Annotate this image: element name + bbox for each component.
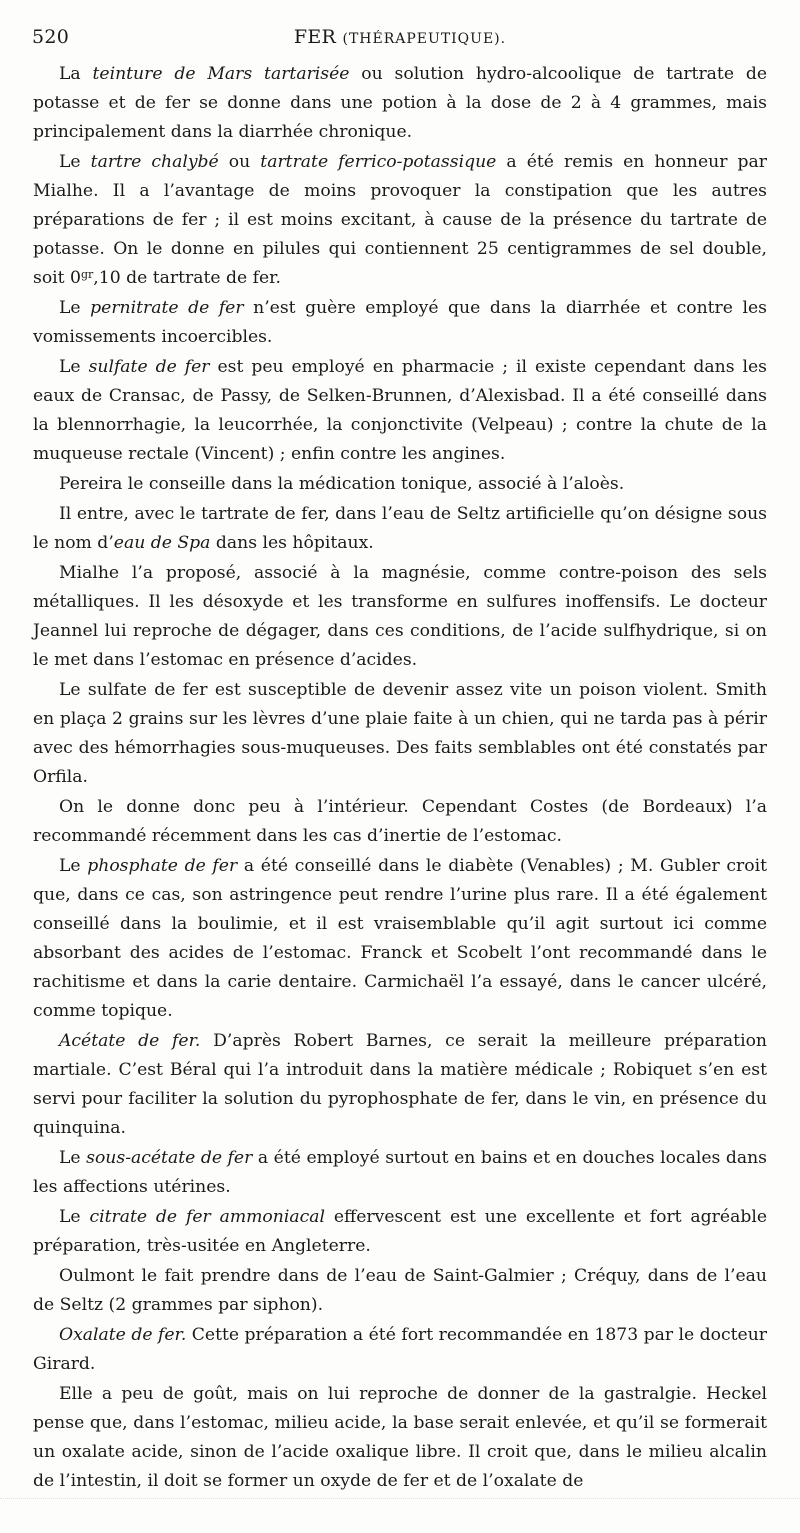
paragraph: [33, 294, 767, 352]
unit-superscript: gr: [80, 268, 94, 281]
paragraph: [33, 1262, 767, 1320]
italic-term: eau de Spa: [113, 533, 211, 553]
text-run: Oulmont le fait prendre dans de l’eau de Saint-Galmier ; Créquy, dans de l’eau de Seltz (2 grammes par siphon).: [33, 1266, 767, 1315]
italic-term: citrate de fer ammoniacal: [89, 1207, 325, 1227]
italic-term: Oxalate de fer.: [59, 1325, 187, 1345]
text-run: dans les hôpitaux.: [210, 533, 374, 553]
text-run: Le: [59, 1148, 87, 1168]
text-run: On le donne donc peu à l’intérieur. Cependant Costes (de Bordeaux) l’a recommandé récemment dans les cas d’inertie de l’estomac.: [33, 797, 767, 846]
paragraph: [33, 60, 767, 147]
running-header: [32, 26, 768, 56]
text-run: Le: [59, 357, 89, 377]
text-run: La: [59, 64, 93, 84]
paragraph: [33, 1203, 767, 1261]
paragraph: [33, 470, 767, 499]
text-run: effervescent est une excellente et fort agréable préparation, très-usitée en Angleterre.: [33, 1207, 767, 1256]
italic-term: sulfate de fer: [88, 357, 210, 377]
paragraph: [33, 793, 767, 851]
text-run: Le sulfate de fer est susceptible de devenir assez vite un poison violent. Smith en plaça 2 grains sur les lèvres d’une plaie faite à un chien, qui ne tarda pas à périr avec des hémorrhagies sous-muqueuses. Des faits semblables ont été constatés par Orfila.: [33, 680, 767, 787]
page-number: 520: [32, 26, 70, 48]
paragraph: [33, 1144, 767, 1202]
text-run: a été employé surtout en bains et en douches locales dans les affections utérines.: [33, 1148, 767, 1197]
italic-term: pernitrate de fer: [90, 298, 244, 318]
paragraph: [33, 353, 767, 469]
text-run: ou: [218, 152, 261, 172]
italic-term: tartrate ferrico-potassique: [260, 152, 497, 172]
text-run: Le: [59, 1207, 90, 1227]
scan-artifact-line: [0, 1498, 800, 1505]
text-run: Le: [59, 152, 91, 172]
text-run: ou solution hydro-alcoolique de tartrate de potasse et de fer se donne dans une potion à la dose de 2 à 4 grammes, mais principalement dans la diarrhée chronique.: [33, 64, 768, 142]
text-run: Pereira le conseille dans la médication tonique, associé à l’aloès.: [59, 474, 625, 494]
text-run: ,10 de tartrate de fer.: [93, 268, 281, 288]
running-title-main: FER: [293, 26, 337, 48]
text-run: Le: [59, 298, 91, 318]
italic-term: tartre chalybé: [90, 152, 219, 172]
italic-term: teinture de Mars tartarisée: [92, 64, 350, 84]
paragraph: [33, 1321, 767, 1379]
paragraph: [33, 1027, 767, 1143]
paragraph: [33, 559, 767, 675]
text-run: est peu employé en pharmacie ; il existe cependant dans les eaux de Cransac, de Passy, de Selken-Brunnen, d’Alexisbad. Il a été conseillé dans la blennorrhagie, la leucorrhée, la conjonctivite (Velpeau) ; contre la chute de la muqueuse rectale (Vincent) ; enfin contre les angines.: [33, 357, 767, 464]
text-run: Cette préparation a été fort recommandée en 1873 par le docteur Girard.: [33, 1325, 768, 1374]
text-run: Mialhe l’a proposé, associé à la magnésie, comme contre-poison des sels métalliques. Il les désoxyde et les transforme en sulfures inoffensifs. Le docteur Jeannel lui reproche de dégager, dans ces conditions, de l’acide sulfhydrique, si on le met dans l’estomac en présence d’acides.: [33, 563, 767, 670]
text-run: a été conseillé dans le diabète (Venables) ; M. Gubler croit que, dans ce cas, son astringence peut rendre l’urine plus rare. Il a été également conseillé dans la boulimie, et il est vraisemblable qu’il agit surtout ici comme absorbant des acides de l’estomac. Franck et Scobelt l’ont recommandé dans le rachitisme et dans la carie dentaire. Carmichaël l’a essayé, dans le cancer ulcéré, comme topique.: [33, 856, 767, 1021]
italic-term: sous-acétate de fer: [86, 1148, 253, 1168]
text-run: Le: [59, 856, 88, 876]
paragraph: [33, 852, 767, 1026]
text-run: D’après Robert Barnes, ce serait la meilleure préparation martiale. C’est Béral qui l’a introduit dans la matière médicale ; Robiquet s’en est servi pour faciliter la solution du pyrophosphate de fer, dans le vin, en présence du quinquina.: [33, 1031, 767, 1138]
running-title-sub: (THÉRAPEUTIQUE).: [342, 31, 507, 47]
text-run: Il entre, avec le tartrate de fer, dans l’eau de Seltz artificielle qu’on désigne sous le nom d’: [33, 504, 767, 553]
paragraph: [33, 500, 767, 558]
paragraph: [33, 1380, 767, 1496]
italic-term: Acétate de fer.: [59, 1031, 201, 1051]
text-run: a été remis en honneur par Mialhe. Il a l’avantage de moins provoquer la constipation que les autres préparations de fer ; il est moins excitant, à cause de la présence du tartrate de potasse. On le donne en pilules qui contiennent 25 centigrammes de sel double, soit 0: [33, 152, 767, 288]
text-run: n’est guère employé que dans la diarrhée et contre les vomissements incoercibles.: [33, 298, 767, 347]
body-text: [33, 60, 767, 1497]
paragraph: [33, 676, 767, 792]
text-run: Elle a peu de goût, mais on lui reproche de donner de la gastralgie. Heckel pense que, dans l’estomac, milieu acide, la base serait enlevée, et qu’il se formerait un oxalate acide, sinon de l’acide oxalique libre. Il croit que, dans le milieu alcalin de l’intestin, il doit se former un oxyde de fer et de l’oxalate de: [33, 1384, 767, 1491]
running-title: [32, 26, 768, 48]
italic-term: phosphate de fer: [87, 856, 238, 876]
paragraph: [33, 148, 767, 293]
